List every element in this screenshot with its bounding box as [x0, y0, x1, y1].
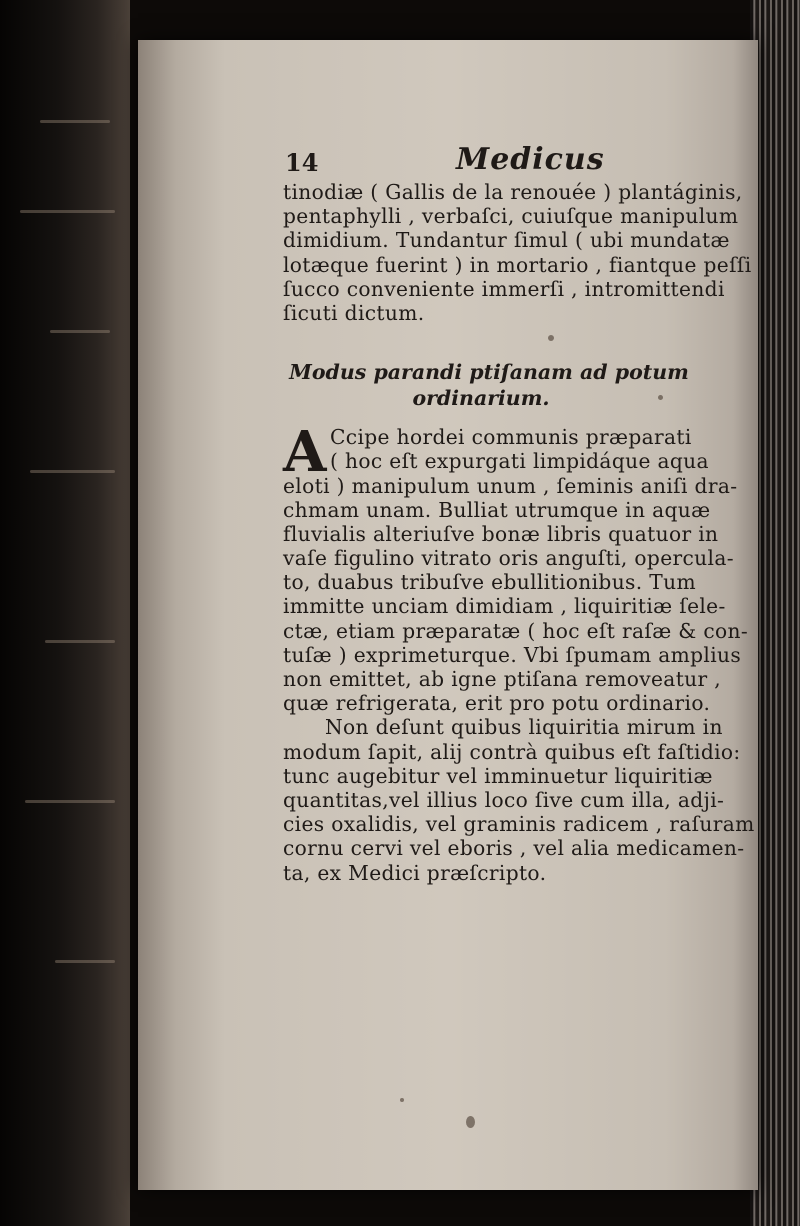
- text-line: modum ſapit, alij contrà quibus eſt faſtidio:: [283, 739, 741, 764]
- ink-speck: [466, 1116, 475, 1128]
- text-line: ta, ex Medici præſcripto.: [283, 860, 547, 885]
- text-line: dimidium. Tundantur ſimul ( ubi mundatæ: [283, 228, 730, 253]
- text-line: immitte unciam dimidiam , liquiritiæ ſele-: [283, 594, 726, 619]
- text-line: Non deſunt quibus liquiritia mirum in: [325, 715, 723, 740]
- gutter-streak: [55, 960, 115, 963]
- text-line: Ccipe hordei communis præparati: [330, 425, 692, 450]
- heading-line: ordinarium.: [412, 386, 550, 411]
- page-number: 14: [285, 148, 319, 177]
- gutter-streak: [25, 800, 115, 803]
- text-line: tinodiæ ( Gallis de la renouée ) plantáginis,: [283, 180, 743, 204]
- text-line: ſucco conveniente immerſi , intromittendi: [283, 276, 725, 301]
- text-line: ( hoc eſt expurgati limpidáque aqua: [330, 449, 709, 474]
- text-line: chmam unam. Bulliat utrumque in aquæ: [283, 497, 711, 522]
- running-title: Medicus: [456, 142, 605, 177]
- text-line: to, duabus tribuſve ebullitionibus. Tum: [283, 570, 696, 595]
- running-head: [285, 142, 723, 180]
- section-heading: [283, 359, 723, 411]
- gutter-streak: [20, 210, 115, 213]
- text-line: cornu cervi vel eboris , vel alia medicamen-: [283, 836, 745, 861]
- gutter-streak: [45, 640, 115, 643]
- gutter-streak: [50, 330, 110, 333]
- text-line: lotæque fuerint ) in mortario , fiantque peſſi: [283, 252, 752, 277]
- drop-cap-initial: A: [283, 419, 327, 486]
- gutter-streak: [30, 470, 115, 473]
- book-binding-gutter: [0, 0, 130, 1226]
- text-line: tunc augebitur vel imminuetur liquiritiæ: [283, 763, 713, 788]
- ink-speck: [400, 1098, 404, 1102]
- text-line: fluvialis alteriuſve bonæ libris quatuor in: [283, 521, 719, 546]
- paragraph-continuation: [283, 180, 752, 325]
- text-line: ctæ, etiam præparatæ ( hoc eſt raſæ & con-: [283, 618, 749, 643]
- text-line: eloti ) manipulum unum , ſeminis aniſi dra-: [283, 473, 738, 498]
- text-line: non emittet, ab igne ptiſana removeatur ,: [283, 667, 722, 691]
- text-line: ſicuti dictum.: [283, 300, 425, 325]
- text-line: pentaphylli , verbaſci, cuiuſque manipulum: [283, 204, 739, 229]
- text-line: quantitas,vel illius loco ſive cum illa, adji-: [283, 787, 725, 812]
- text-block: [283, 142, 755, 885]
- text-line: quæ refrigerata, erit pro potu ordinario.: [283, 691, 711, 716]
- heading-line: Modus parandi ptiſanam ad potum: [289, 360, 689, 385]
- text-line: cies oxalidis, vel graminis radicem , raſuram: [283, 812, 755, 837]
- text-line: tuſæ ) exprimeturque. Vbi ſpumam amplius: [283, 642, 742, 667]
- book-page: [138, 40, 758, 1190]
- recipe-paragraph: [283, 419, 749, 716]
- gutter-streak: [40, 120, 110, 123]
- text-line: vaſe figulino vitrato oris anguſti, opercula-: [283, 546, 734, 571]
- variation-paragraph: [283, 715, 755, 885]
